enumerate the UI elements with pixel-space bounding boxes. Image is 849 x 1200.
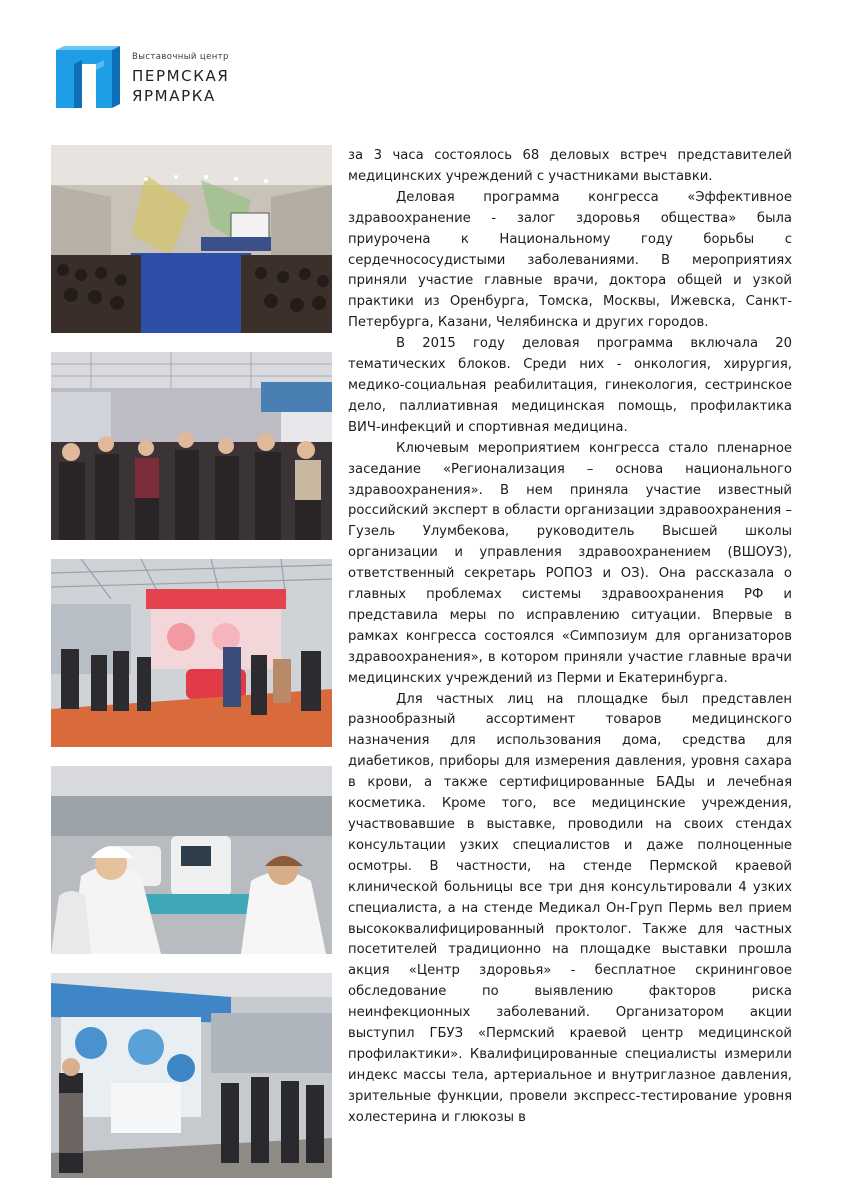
article-paragraph: Для частных лиц на площадке был представлен разнообразный ассортимент товаров медицинского назначения для использования дома, средства для диабетиков, приборы для измерения давления, уровня сахара в крови, а также сертифицированные БАДы и лечебная косметика. Кроме того, все медицинские учреждения, участвовавшие в выставке, проводили на своих стендах консультации узких специалистов и даже полноценные осмотры. В частности, на стенде Пермской краевой клинической больницы все три дня консультировали 4 узких специалиста, а на стенде Медикал Он-Груп Пермь вел прием высококвалифицированный проктолог. Также для частных посетителей традиционно на площадке выставки прошла акция «Центр здоровья» - бесплатное скрининговое обследование по выявлению факторов риска неинфекционных заболеваний. Организатором акции выступил ГБУЗ «Пермский краевой центр медицинской профилактики». Квалифицированные специалисты измерили индекс массы тела, артериальное и внутриглазное давления, зрительные функции, провели экспресс-тестирование уровня холестерина и глюкозы в (348, 691, 792, 1125)
photo-crowd (51, 352, 332, 540)
article-paragraph: Деловая программа конгресса «Эффективное здравоохранение - залог здоровья общества» была приурочена к Национальному году борьбы с сердечнососудистыми заболеваниями. В мероприятиях приняли участие главные врачи, доктора общей и узкой практики из Оренбурга, Томска, Москвы, Ижевска, Санкт-Петербурга, Казани, Челябинска и других городов. (348, 189, 792, 331)
logo (56, 46, 286, 112)
photo-medical-examination (51, 766, 332, 954)
logo-title-line2: ЯРМАРКА (132, 87, 216, 105)
photo-hospital-stand (51, 973, 332, 1178)
article-body (348, 146, 792, 1129)
logo-mark-icon (56, 46, 122, 110)
logo-subtitle: Выставочный центр (132, 52, 229, 62)
article-paragraph: В 2015 году деловая программа включала 20 тематических блоков. Среди них - онкология, хирургия, медико-социальная реабилитация, гинекология, сестринское дело, паллиативная медицинская помощь, профилактика ВИЧ-инфекций и спортивная медицина. (348, 336, 792, 435)
article-paragraph: за 3 часа состоялось 68 деловых встреч представителей медицинских учреждений с участниками выставки. (348, 148, 792, 184)
photo-conference-hall (51, 145, 332, 333)
logo-title-line1: ПЕРМСКАЯ (132, 67, 230, 85)
photo-exhibition-stand (51, 559, 332, 747)
article-paragraph: Ключевым мероприятием конгресса стало пленарное заседание «Регионализация – основа национального здравоохранения». В нем приняла участие известный российский эксперт в области организации здравоохранения – Гузель Улумбекова, руководитель Высшей школы организации и управления здравоохранением (ВШОУЗ), ответственный секретарь РОПОЗ и ОЗ). Она рассказала о главных проблемах системы здравоохранения РФ и представила меры по исправлению ситуации. Впервые в рамках конгресса состоялся «Симпозиум для организаторов здравоохранения», в котором приняли участие главные врачи медицинских учреждений из Перми и Екатеринбурга. (348, 440, 792, 686)
